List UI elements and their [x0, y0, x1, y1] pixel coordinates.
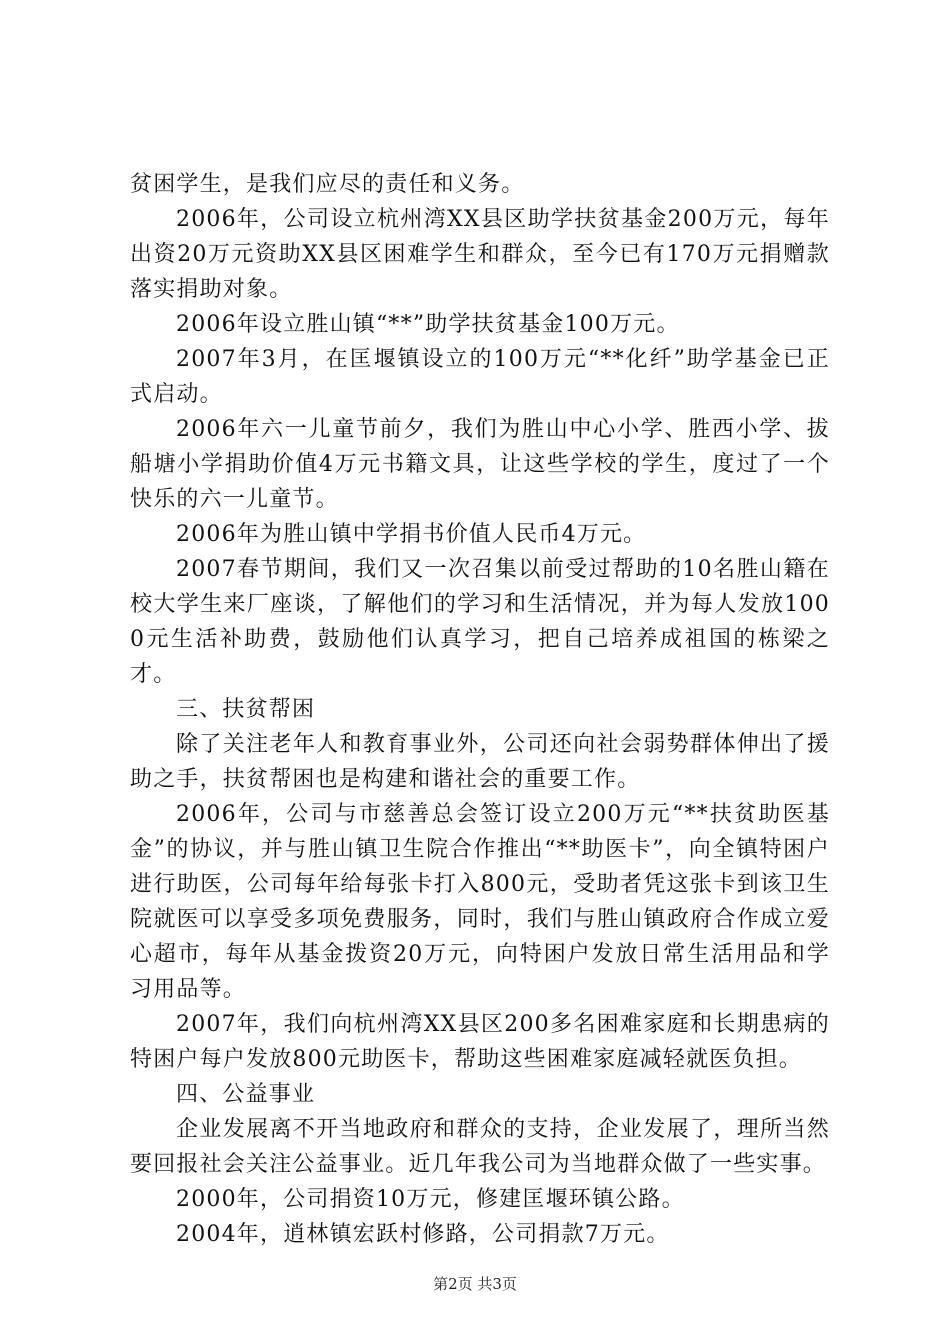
paragraph-2006-medical-aid: 2006年，公司与市慈善总会签订设立200万元“**扶贫助医基金”的协议，并与胜山镇卫生院合作推出“**助医卡”，向全镇特困户进行助医，公司每年给每张卡打入800元，受助者凭这张卡到该卫生院就医可以享受多项免费服务，同时，我们与胜山镇政府合作成立爱心超市，每年从基金拨资20万元，向特困户发放日常生活用品和学习用品等。 [130, 802, 830, 1002]
paragraph-2006-book-donation: 2006年为胜山镇中学捐书价值人民币4万元。 [176, 522, 647, 547]
paragraph-2006-hangzhou-bay-fund: 2006年，公司设立杭州湾XX县区助学扶贫基金200万元，每年出资20万元资助XX县区困难学生和群众，至今已有170万元捐赠款落实捐助对象。 [130, 207, 830, 302]
paragraph-continuation: 贫困学生，是我们应尽的责任和义务。 [130, 172, 525, 197]
section-heading-public-welfare: 四、公益事业 [176, 1082, 316, 1107]
document-body [130, 167, 830, 1252]
page-number-footer: 第2页 共3页 [433, 1275, 517, 1293]
paragraph-2006-childrens-day: 2006年六一儿童节前夕，我们为胜山中心小学、胜西小学、拔船塘小学捐助价值4万元书籍文具，让这些学校的学生，度过了一个快乐的六一儿童节。 [130, 417, 830, 512]
paragraph-2007-medical-card: 2007年，我们向杭州湾XX县区200多名困难家庭和长期患病的特困户每户发放800元助医卡，帮助这些困难家庭减轻就医负担。 [130, 1012, 830, 1072]
paragraph-2007-spring-festival: 2007春节期间，我们又一次召集以前受过帮助的10名胜山籍在校大学生来厂座谈，了解他们的学习和生活情况，并为每人发放1000元生活补助费，鼓励他们认真学习，把自己培养成祖国的栋梁之才。 [130, 557, 830, 687]
paragraph-poverty-relief-intro: 除了关注老年人和教育事业外，公司还向社会弱势群体伸出了援助之手，扶贫帮困也是构建和谐社会的重要工作。 [130, 732, 830, 792]
section-heading-poverty-relief: 三、扶贫帮困 [176, 697, 316, 722]
paragraph-2000-road: 2000年，公司捐资10万元，修建匡堰环镇公路。 [176, 1187, 685, 1212]
paragraph-2006-shengshan-fund: 2006年设立胜山镇“**”助学扶贫基金100万元。 [176, 312, 680, 337]
paragraph-2007-kuangyan-fund: 2007年3月，在匡堰镇设立的100万元“**化纤”助学基金已正式启动。 [130, 347, 830, 407]
paragraph-2004-road: 2004年，逍林镇宏跃村修路，公司捐款7万元。 [176, 1222, 670, 1247]
paragraph-public-welfare-intro: 企业发展离不开当地政府和群众的支持，企业发展了，理所当然要回报社会关注公益事业。近几年我公司为当地群众做了一些实事。 [130, 1117, 830, 1177]
